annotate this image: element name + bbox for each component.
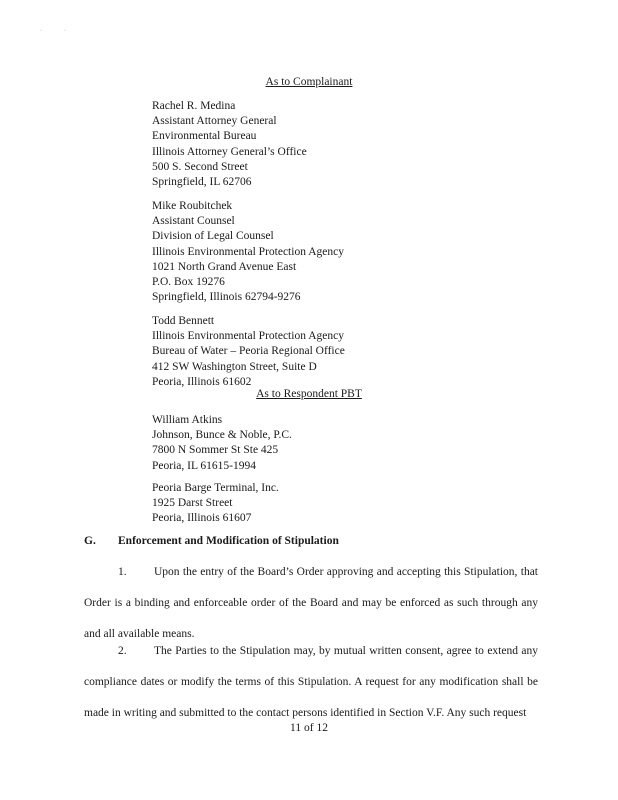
paragraph-number: 1. bbox=[118, 566, 127, 578]
contact-line: 412 SW Washington Street, Suite D bbox=[152, 360, 317, 373]
contact-line: Illinois Environmental Protection Agency bbox=[152, 245, 344, 258]
contact-line: Assistant Counsel bbox=[152, 215, 235, 228]
contact-line: Springfield, Illinois 62794-9276 bbox=[152, 291, 301, 304]
contact-line: Illinois Environmental Protection Agency bbox=[152, 330, 344, 343]
paragraph-2 bbox=[84, 636, 538, 729]
contact-line: Peoria, Illinois 61602 bbox=[152, 375, 252, 388]
contact-line: Springfield, IL 62706 bbox=[152, 176, 252, 189]
contact-line: Bureau of Water – Peoria Regional Office bbox=[152, 345, 345, 358]
paragraph-text: Upon the entry of the Board’s Order approving and accepting this Stipulation, that Order is a binding and enforceable order of the Board and may be enforced as such through any and all available means. bbox=[84, 566, 538, 640]
scan-specks: ·· bbox=[40, 28, 88, 34]
section-title: Enforcement and Modification of Stipulation bbox=[118, 535, 339, 547]
contact-line: Mike Roubitchek bbox=[152, 200, 233, 212]
contact-line: 1021 North Grand Avenue East bbox=[152, 260, 297, 273]
page-number: 11 of 12 bbox=[290, 722, 328, 734]
contact-line: Peoria Barge Terminal, Inc. bbox=[152, 482, 279, 494]
contact-line: Assistant Attorney General bbox=[152, 115, 277, 128]
paragraph-text: The Parties to the Stipulation may, by mutual written consent, agree to extend any compliance dates or modify the terms of this Stipulation. A request for any modification shall be made in writing and submitted to the contact persons identified in Section V.F. Any such request bbox=[84, 645, 538, 719]
contact-block-bennett bbox=[152, 314, 345, 390]
contact-block-medina bbox=[152, 99, 307, 190]
contact-line: Rachel R. Medina bbox=[152, 100, 236, 112]
section-heading bbox=[84, 535, 339, 547]
contact-line: 7800 N Sommer St Ste 425 bbox=[152, 444, 279, 457]
respondent-heading: As to Respondent PBT bbox=[256, 388, 362, 400]
paragraph-number: 2. bbox=[118, 645, 127, 657]
contact-line: 500 S. Second Street bbox=[152, 160, 248, 173]
contact-block-pbt bbox=[152, 481, 279, 527]
contact-line: 1925 Darst Street bbox=[152, 497, 233, 510]
contact-line: Peoria, Illinois 61607 bbox=[152, 512, 252, 525]
contact-line: Division of Legal Counsel bbox=[152, 230, 274, 243]
contact-line: Environmental Bureau bbox=[152, 130, 257, 143]
contact-block-roubitchek bbox=[152, 199, 344, 305]
complainant-heading: As to Complainant bbox=[265, 76, 353, 88]
contact-line: William Atkins bbox=[152, 414, 223, 426]
contact-line: Illinois Attorney General’s Office bbox=[152, 145, 307, 158]
contact-block-atkins bbox=[152, 413, 292, 474]
contact-line: Peoria, IL 61615-1994 bbox=[152, 459, 257, 472]
section-letter: G. bbox=[84, 535, 96, 547]
contact-line: Todd Bennett bbox=[152, 315, 215, 327]
contact-line: P.O. Box 19276 bbox=[152, 276, 225, 289]
contact-line: Johnson, Bunce & Noble, P.C. bbox=[152, 429, 292, 442]
